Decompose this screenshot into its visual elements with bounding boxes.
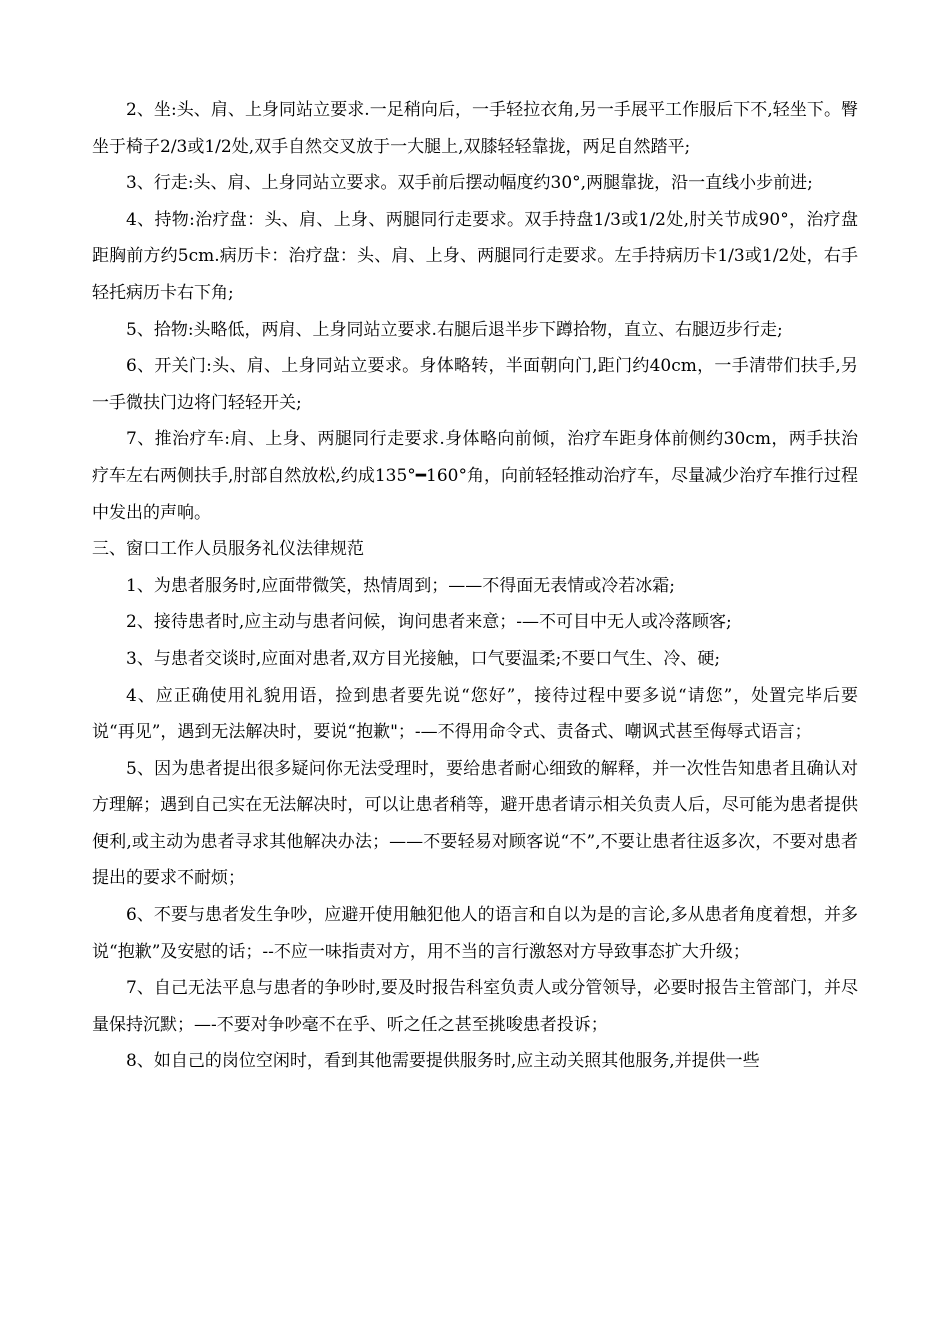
paragraph-opening-door: 6、开关门:头、肩、上身同站立要求。身体略转，半面朝向门,距门约40cm，一手清带们扶手,另一手微扶门边将门轻轻开关; xyxy=(92,356,858,413)
section-heading: 三、窗口工作人员服务礼仪法律规范 xyxy=(92,539,364,560)
paragraph-rule-8: 8、如自己的岗位空闲时，看到其他需要提供服务时,应主动关照其他服务,并提供一些 xyxy=(126,1051,760,1072)
paragraph-sitting: 2、坐:头、肩、上身同站立要求.一足稍向后，一手轻拉衣角,另一手展平工作服后下不,轻坐下。臀坐于椅子2/3或1/2处,双手自然交叉放于一大腿上,双膝轻轻靠拢，两足自然踏平; xyxy=(92,100,858,157)
paragraph-rule-2: 2、接待患者时,应主动与患者问候，询问患者来意；-—不可目中无人或冷落顾客; xyxy=(126,612,732,633)
paragraph-rule-3: 3、与患者交谈时,应面对患者,双方目光接触，口气要温柔;不要口气生、冷、硬; xyxy=(126,648,721,669)
paragraph-rule-5: 5、因为患者提出很多疑问你无法受理时，要给患者耐心细致的解释，并一次性告知患者且确认对方理解；遇到自己实在无法解决时，可以让患者稍等，避开患者请示相关负责人后，尽可能为患者提供便利,或主动为患者寻求其他解决办法；——不要轻易对顾客说“不”,不要让患者往返多次，不要对患者提出的要求不耐烦； xyxy=(92,758,858,889)
paragraph-rule-1: 1、为患者服务时,应面带微笑，热情周到；——不得面无表情或冷若冰霜; xyxy=(126,575,675,596)
paragraph-picking-up: 5、拾物:头略低，两肩、上身同站立要求.右腿后退半步下蹲拾物，直立、右腿迈步行走; xyxy=(126,319,783,340)
paragraph-walking: 3、行走:头、肩、上身同站立要求。双手前后摆动幅度约30°,两腿靠拢，沿一直线小步前进; xyxy=(126,173,813,194)
paragraph-rule-4: 4、应正确使用礼貌用语，捡到患者要先说“您好”，接待过程中要多说“请您”，处置完毕后要说“再见”，遇到无法解决时，要说“抱歉"；-—不得用命令式、责备式、嘲讽式甚至侮辱式语言； xyxy=(92,685,858,743)
paragraph-rule-6: 6、不要与患者发生争吵，应避开使用触犯他人的语言和自以为是的言论,多从患者角度着想，并多说“抱歉”及安慰的话；--不应一味指责对方，用不当的言行激怒对方导致事态扩大升级； xyxy=(92,905,858,962)
paragraph-pushing-cart: 7、推治疗车:肩、上身、两腿同行走要求.身体略向前倾，治疗车距身体前侧约30cm，两手扶治疗车左右两侧扶手,肘部自然放松,约成135°━160°角，向前轻轻推动治疗车，尽量减少治疗车推行过程中发出的声响。 xyxy=(92,429,858,523)
document-page xyxy=(92,92,858,1080)
paragraph-rule-7: 7、自己无法平息与患者的争吵时,要及时报告科室负责人或分管领导，必要时报告主管部门，并尽量保持沉默；—-不要对争吵毫不在乎、听之任之甚至挑唆患者投诉； xyxy=(92,978,858,1035)
paragraph-holding-items: 4、持物:治疗盘：头、肩、上身、两腿同行走要求。双手持盘1/3或1/2处,肘关节成90°，治疗盘距胸前方约5cm.病历卡：治疗盘：头、肩、上身、两腿同行走要求。左手持病历卡1/3或1/2处，右手轻托病历卡右下角; xyxy=(92,209,858,303)
